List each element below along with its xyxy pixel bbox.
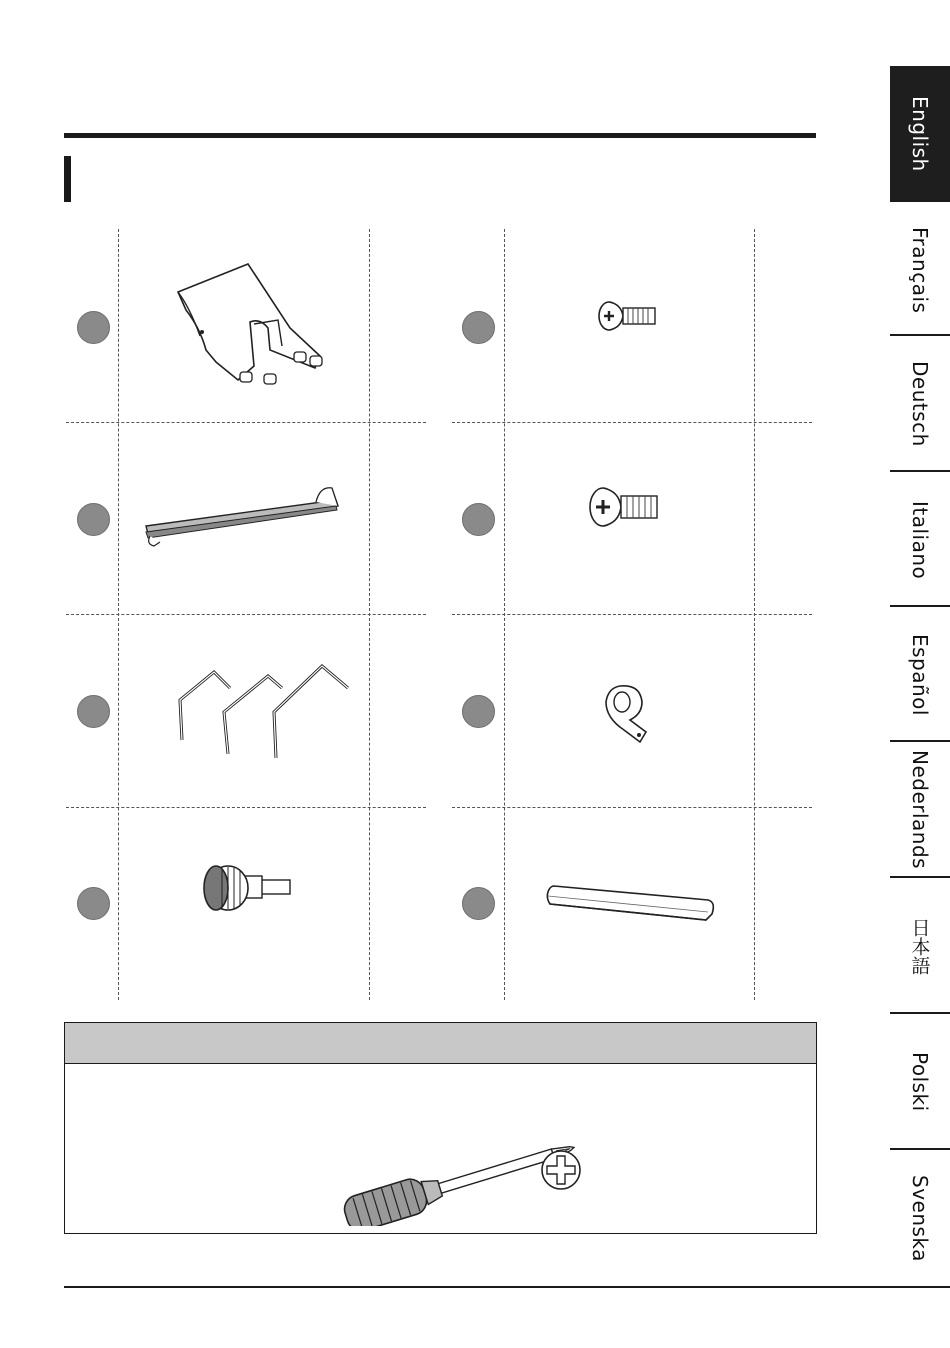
grid-line xyxy=(66,422,426,423)
language-tab-label: English xyxy=(908,96,932,172)
language-tab-label: Deutsch xyxy=(908,361,932,447)
required-tools-box xyxy=(64,1022,817,1234)
language-tab-label: Italiano xyxy=(908,500,932,580)
tools-body xyxy=(65,1064,816,1233)
grid-line xyxy=(66,807,426,808)
thumb-screw-icon xyxy=(198,862,294,918)
language-tab-label: Nederlands xyxy=(908,750,932,870)
footer-rule xyxy=(64,1286,950,1288)
grid-line xyxy=(452,807,812,808)
cable-clip-icon xyxy=(600,680,655,746)
language-tab-label: Svenska xyxy=(908,1174,932,1262)
language-tab-svenska[interactable] xyxy=(890,1148,950,1286)
part-marker xyxy=(462,311,495,344)
language-tab-nederlands[interactable] xyxy=(890,740,950,878)
part-marker xyxy=(77,503,110,536)
part-marker xyxy=(77,695,110,728)
part-marker xyxy=(77,887,110,920)
language-tab-label: Español xyxy=(908,634,932,716)
part-marker xyxy=(462,695,495,728)
grid-line xyxy=(452,614,812,615)
tools-header xyxy=(65,1023,816,1064)
language-tab-francais[interactable] xyxy=(890,200,950,338)
part-marker xyxy=(77,311,110,344)
grid-line xyxy=(66,614,426,615)
stand-bracket-icon xyxy=(170,258,340,398)
language-tab-espanol[interactable] xyxy=(890,605,950,743)
small-screw-icon xyxy=(595,296,661,336)
large-screw-icon xyxy=(585,482,663,532)
flat-pad-icon xyxy=(544,880,719,928)
part-marker xyxy=(462,887,495,920)
language-tab-deutsch[interactable] xyxy=(890,334,950,472)
part-marker xyxy=(462,503,495,536)
phillips-head-icon xyxy=(539,1148,583,1192)
language-tab-label: 日本語 xyxy=(908,917,931,975)
language-tab-english[interactable] xyxy=(890,66,950,202)
language-tab-label: Français xyxy=(908,226,932,314)
language-tab-japanese[interactable] xyxy=(890,876,950,1014)
grid-line xyxy=(452,422,812,423)
language-tab-italiano[interactable] xyxy=(890,470,950,608)
adhesive-strip-icon xyxy=(140,480,345,555)
language-tab-label: Polski xyxy=(908,1052,932,1112)
language-sidebar xyxy=(890,66,950,1286)
language-tab-polski[interactable] xyxy=(890,1012,950,1150)
wire-hooks-icon xyxy=(172,660,357,765)
